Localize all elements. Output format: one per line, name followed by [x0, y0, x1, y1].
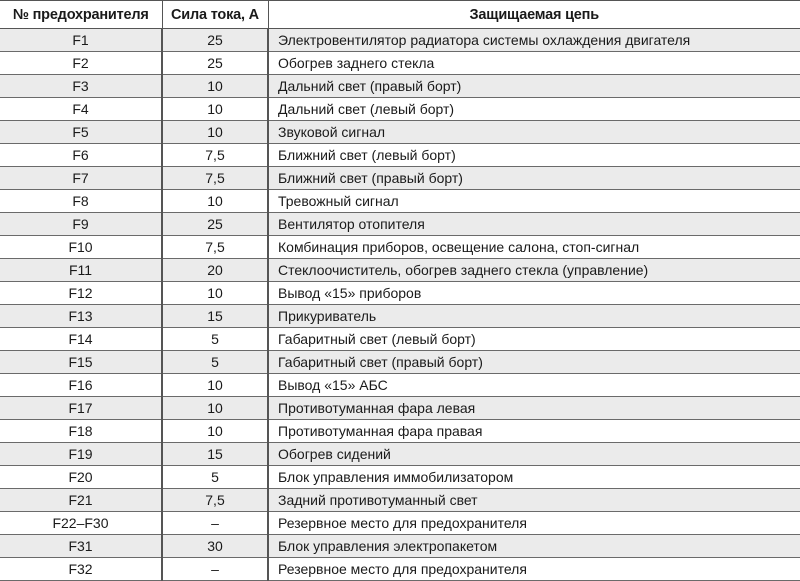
- circuit-cell: Противотуманная фара правая: [268, 420, 800, 443]
- table-row: [0, 397, 800, 420]
- table-row: [0, 144, 800, 167]
- circuit-cell: Стеклоочиститель, обогрев заднего стекла (управление): [268, 259, 800, 282]
- fuse-number-cell: F1: [0, 29, 162, 52]
- current-cell: –: [162, 512, 268, 535]
- current-cell: 15: [162, 443, 268, 466]
- fuse-number-cell: F9: [0, 213, 162, 236]
- table-row: [0, 351, 800, 374]
- table-row: [0, 98, 800, 121]
- current-cell: 25: [162, 213, 268, 236]
- fuse-number-cell: F8: [0, 190, 162, 213]
- table-row: [0, 75, 800, 98]
- circuit-cell: Вентилятор отопителя: [268, 213, 800, 236]
- table-row: [0, 305, 800, 328]
- current-cell: 5: [162, 466, 268, 489]
- header-current: Сила тока, А: [162, 1, 268, 29]
- current-cell: 7,5: [162, 167, 268, 190]
- table-row: [0, 328, 800, 351]
- table-row: [0, 535, 800, 558]
- table-row: [0, 121, 800, 144]
- circuit-cell: Комбинация приборов, освещение салона, стоп-сигнал: [268, 236, 800, 259]
- table-row: [0, 443, 800, 466]
- fuse-number-cell: F21: [0, 489, 162, 512]
- table-row: [0, 512, 800, 535]
- fuse-number-cell: F5: [0, 121, 162, 144]
- circuit-cell: Ближний свет (правый борт): [268, 167, 800, 190]
- table-row: [0, 52, 800, 75]
- fuse-number-cell: F7: [0, 167, 162, 190]
- circuit-cell: Задний противотуманный свет: [268, 489, 800, 512]
- current-cell: 7,5: [162, 144, 268, 167]
- circuit-cell: Вывод «15» приборов: [268, 282, 800, 305]
- circuit-cell: Дальний свет (правый борт): [268, 75, 800, 98]
- table-row: [0, 282, 800, 305]
- fuse-number-cell: F22–F30: [0, 512, 162, 535]
- current-cell: 10: [162, 282, 268, 305]
- header-fuse-number: № предохранителя: [0, 1, 162, 29]
- circuit-cell: Тревожный сигнал: [268, 190, 800, 213]
- current-cell: 10: [162, 397, 268, 420]
- current-cell: 10: [162, 121, 268, 144]
- table-row: [0, 190, 800, 213]
- fuse-number-cell: F16: [0, 374, 162, 397]
- table-row: [0, 236, 800, 259]
- current-cell: 25: [162, 29, 268, 52]
- circuit-cell: Габаритный свет (левый борт): [268, 328, 800, 351]
- circuit-cell: Электровентилятор радиатора системы охлаждения двигателя: [268, 29, 800, 52]
- current-cell: 20: [162, 259, 268, 282]
- fuse-number-cell: F31: [0, 535, 162, 558]
- fuse-number-cell: F3: [0, 75, 162, 98]
- circuit-cell: Звуковой сигнал: [268, 121, 800, 144]
- current-cell: 10: [162, 98, 268, 121]
- fuse-number-cell: F13: [0, 305, 162, 328]
- fuse-number-cell: F19: [0, 443, 162, 466]
- table-row: [0, 374, 800, 397]
- current-cell: 5: [162, 351, 268, 374]
- table-row: [0, 489, 800, 512]
- fuse-number-cell: F4: [0, 98, 162, 121]
- fuse-number-cell: F32: [0, 558, 162, 581]
- current-cell: 7,5: [162, 489, 268, 512]
- table-row: [0, 213, 800, 236]
- fuse-number-cell: F15: [0, 351, 162, 374]
- current-cell: 15: [162, 305, 268, 328]
- fuse-number-cell: F10: [0, 236, 162, 259]
- circuit-cell: Дальний свет (левый борт): [268, 98, 800, 121]
- circuit-cell: Противотуманная фара левая: [268, 397, 800, 420]
- table-row: [0, 29, 800, 52]
- current-cell: 25: [162, 52, 268, 75]
- fuse-number-cell: F12: [0, 282, 162, 305]
- current-cell: 7,5: [162, 236, 268, 259]
- circuit-cell: Блок управления иммобилизатором: [268, 466, 800, 489]
- fuse-number-cell: F17: [0, 397, 162, 420]
- circuit-cell: Резервное место для предохранителя: [268, 558, 800, 581]
- current-cell: 30: [162, 535, 268, 558]
- circuit-cell: Ближний свет (левый борт): [268, 144, 800, 167]
- table-row: [0, 420, 800, 443]
- circuit-cell: Габаритный свет (правый борт): [268, 351, 800, 374]
- fuse-number-cell: F18: [0, 420, 162, 443]
- circuit-cell: Обогрев заднего стекла: [268, 52, 800, 75]
- fuse-number-cell: F6: [0, 144, 162, 167]
- fuse-number-cell: F14: [0, 328, 162, 351]
- table-body: [0, 29, 800, 581]
- fuse-number-cell: F2: [0, 52, 162, 75]
- current-cell: –: [162, 558, 268, 581]
- header-circuit: Защищаемая цепь: [268, 1, 800, 29]
- circuit-cell: Прикуриватель: [268, 305, 800, 328]
- circuit-cell: Вывод «15» АБС: [268, 374, 800, 397]
- current-cell: 10: [162, 374, 268, 397]
- table-header-row: [0, 1, 800, 29]
- circuit-cell: Обогрев сидений: [268, 443, 800, 466]
- table-row: [0, 466, 800, 489]
- current-cell: 5: [162, 328, 268, 351]
- current-cell: 10: [162, 75, 268, 98]
- fuse-number-cell: F20: [0, 466, 162, 489]
- current-cell: 10: [162, 190, 268, 213]
- table-row: [0, 558, 800, 581]
- table-row: [0, 259, 800, 282]
- circuit-cell: Резервное место для предохранителя: [268, 512, 800, 535]
- current-cell: 10: [162, 420, 268, 443]
- circuit-cell: Блок управления электропакетом: [268, 535, 800, 558]
- table-row: [0, 167, 800, 190]
- fuse-number-cell: F11: [0, 259, 162, 282]
